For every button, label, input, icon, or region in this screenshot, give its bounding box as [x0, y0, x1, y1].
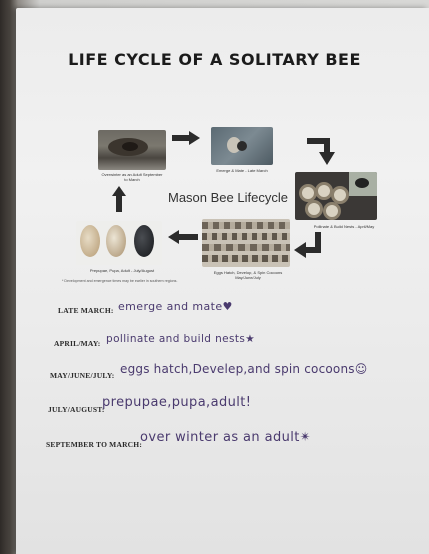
emerge-photo	[211, 127, 273, 165]
label-july-august: JULY/AUGUST:	[48, 405, 105, 414]
stage-caption-overwinter: Overwinter as an Adult September to March	[101, 172, 163, 182]
page-title: LIFE CYCLE OF A SOLITARY BEE	[68, 50, 361, 69]
arrow-down-icon	[307, 138, 337, 166]
eggs-hatch-photo	[202, 219, 290, 267]
prepupae-photo	[76, 221, 162, 265]
answer-july-august: prepupae,pupa,adult!	[102, 395, 252, 410]
answer-april-may: pollinate and build nests★	[106, 333, 256, 345]
overwinter-photo	[98, 130, 166, 170]
pollinate-photo	[295, 172, 377, 220]
label-april-may: APRIL/MAY:	[54, 339, 101, 348]
label-late-march: LATE MARCH:	[58, 306, 114, 315]
label-may-june-july: MAY/JUNE/JULY:	[50, 371, 115, 380]
stage-caption-prepupae: Prepupae, Pupa, Adult - July/August	[89, 268, 155, 273]
arrow-left-icon	[168, 230, 198, 244]
answer-late-march: emerge and mate♥	[118, 300, 233, 313]
answer-may-june-july: eggs hatch,Develep,and spin cocoons☺	[120, 362, 368, 376]
diagram-footnote: * Development and emergence times may be earlier in southern regions.	[62, 279, 178, 283]
label-september-to-march: SEPTEMBER TO MARCH:	[46, 440, 143, 449]
stage-caption-pollinate: Pollinate & Build Nests - April/May	[313, 224, 375, 229]
arrow-right-icon	[172, 131, 200, 145]
arrow-down-left-icon	[294, 232, 324, 260]
arrow-up-icon	[112, 186, 126, 212]
diagram-center-label: Mason Bee Lifecycle	[168, 190, 288, 205]
stage-caption-eggs-hatch: Eggs Hatch, Develop, & Spin Cocoons May/June/July	[213, 270, 283, 280]
stage-caption-emerge: Emerge & Mate - Late March	[216, 168, 268, 173]
answer-september-to-march: over winter as an adult✴	[140, 430, 312, 445]
